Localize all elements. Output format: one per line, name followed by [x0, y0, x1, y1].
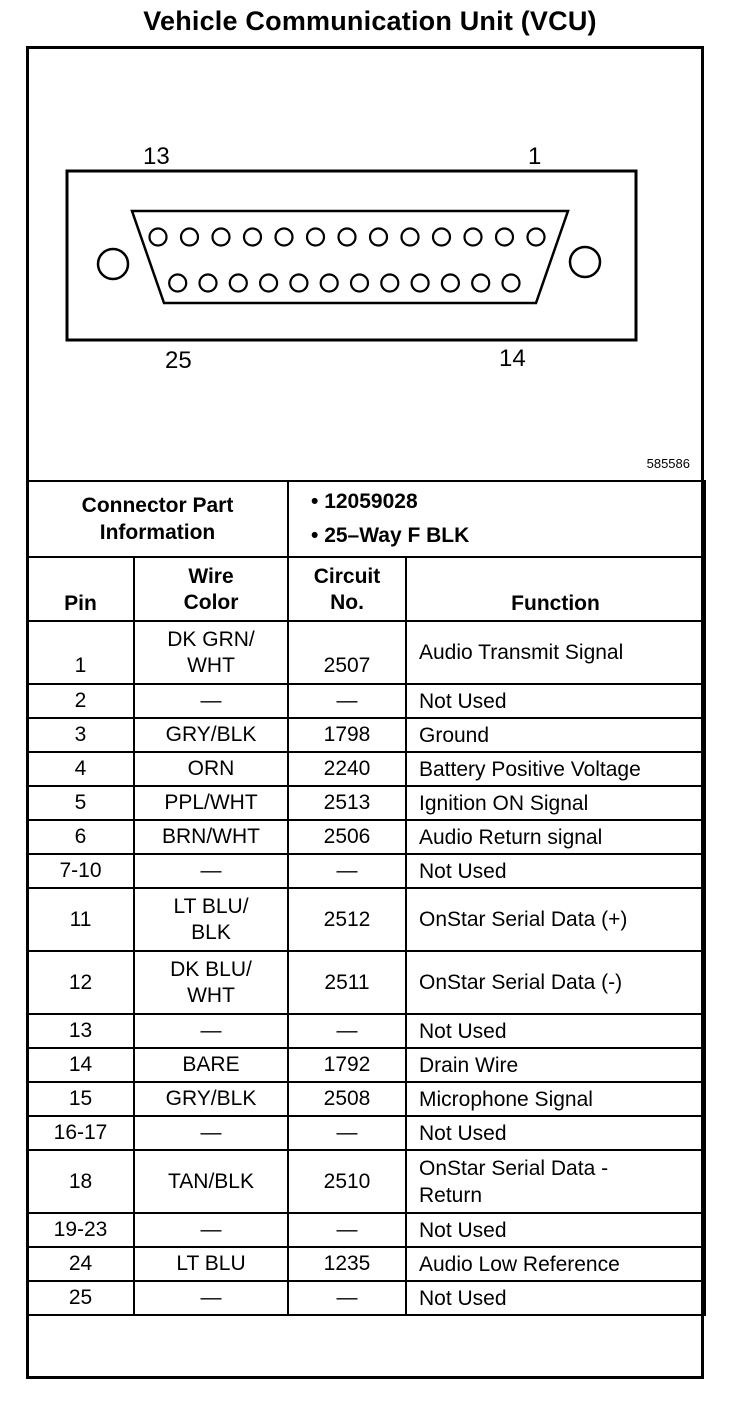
function-cell: Ignition ON Signal [406, 786, 705, 820]
wire-color-cell: LT BLU/ BLK [134, 888, 288, 951]
pin-row-bottom [169, 275, 519, 292]
wire-color-cell: — [134, 854, 288, 888]
connector-description: • 25–Way F BLK [331, 519, 704, 553]
table-row [27, 888, 705, 951]
function-cell: Microphone Signal [406, 1082, 705, 1116]
circuit-cell: 2508 [288, 1082, 406, 1116]
pin-cell: 3 [27, 718, 134, 752]
pin-socket-24 [200, 275, 217, 292]
pin-cell: 7-10 [27, 854, 134, 888]
function-cell: Audio Return signal [406, 820, 705, 854]
pin-label-25: 25 [165, 347, 192, 374]
pin-socket-1 [528, 229, 545, 246]
mounting-hole-left [98, 249, 128, 279]
pin-cell: 19-23 [27, 1213, 134, 1247]
circuit-cell: 2507 [288, 621, 406, 684]
circuit-cell: 2513 [288, 786, 406, 820]
function-cell: Drain Wire [406, 1048, 705, 1082]
wire-color-cell: BARE [134, 1048, 288, 1082]
wire-color-cell: LT BLU [134, 1247, 288, 1281]
pin-cell: 15 [27, 1082, 134, 1116]
mounting-hole-right [570, 247, 600, 277]
table-row [27, 621, 705, 684]
pin-socket-10 [244, 229, 261, 246]
wire-color-cell: — [134, 1213, 288, 1247]
circuit-cell: — [288, 684, 406, 718]
header-function: Function [406, 557, 705, 621]
table-row [27, 1150, 705, 1213]
wire-color-cell: — [134, 684, 288, 718]
pin-socket-4 [433, 229, 450, 246]
circuit-cell: 1792 [288, 1048, 406, 1082]
function-cell: Not Used [406, 1014, 705, 1048]
function-cell: OnStar Serial Data - Return [406, 1150, 705, 1213]
pin-socket-5 [402, 229, 419, 246]
pin-label-13: 13 [143, 143, 170, 170]
circuit-cell: — [288, 1014, 406, 1048]
circuit-cell: 2510 [288, 1150, 406, 1213]
pin-cell: 16-17 [27, 1116, 134, 1150]
wire-color-cell: — [134, 1281, 288, 1315]
table-row [27, 718, 705, 752]
table-row [27, 1247, 705, 1281]
function-cell: Not Used [406, 1281, 705, 1315]
connector-info-label: Connector Part Information [27, 481, 288, 557]
pin-socket-15 [472, 275, 489, 292]
pin-socket-6 [370, 229, 387, 246]
pin-socket-7 [339, 229, 356, 246]
circuit-cell: 1235 [288, 1247, 406, 1281]
pin-cell: 6 [27, 820, 134, 854]
table-row [27, 1116, 705, 1150]
pin-socket-3 [465, 229, 482, 246]
wire-color-cell: PPL/WHT [134, 786, 288, 820]
pin-socket-21 [290, 275, 307, 292]
circuit-cell: 2506 [288, 820, 406, 854]
pin-cell: 2 [27, 684, 134, 718]
pin-socket-25 [169, 275, 186, 292]
pin-cell: 14 [27, 1048, 134, 1082]
header-wire-color: Wire Color [134, 557, 288, 621]
table-row [27, 854, 705, 888]
table-row [27, 1213, 705, 1247]
connector-diagram [29, 49, 701, 481]
function-cell: OnStar Serial Data (+) [406, 888, 705, 951]
pin-socket-2 [496, 229, 513, 246]
pin-row-top [150, 229, 545, 246]
connector-housing [67, 171, 636, 340]
wire-color-cell: ORN [134, 752, 288, 786]
header-pin: Pin [27, 557, 134, 621]
pin-socket-18 [381, 275, 398, 292]
table-row [27, 1082, 705, 1116]
circuit-cell: — [288, 854, 406, 888]
function-cell: Ground [406, 718, 705, 752]
table-row [27, 786, 705, 820]
table-row [27, 1014, 705, 1048]
function-cell: Audio Transmit Signal [406, 621, 705, 684]
function-cell: Not Used [406, 684, 705, 718]
table-row [27, 684, 705, 718]
pin-cell: 11 [27, 888, 134, 951]
circuit-cell: 1798 [288, 718, 406, 752]
function-cell: OnStar Serial Data (-) [406, 951, 705, 1014]
table-row [27, 951, 705, 1014]
circuit-cell: 2240 [288, 752, 406, 786]
wire-color-cell: GRY/BLK [134, 1082, 288, 1116]
pinout-table [26, 480, 706, 1316]
wire-color-cell: TAN/BLK [134, 1150, 288, 1213]
pin-socket-16 [442, 275, 459, 292]
part-number: • 12059028 [331, 485, 704, 519]
table-row [27, 1048, 705, 1082]
wire-color-cell: DK GRN/ WHT [134, 621, 288, 684]
pin-cell: 25 [27, 1281, 134, 1315]
circuit-cell: — [288, 1213, 406, 1247]
pin-cell: 1 [27, 621, 134, 684]
pin-socket-12 [181, 229, 198, 246]
pin-socket-22 [260, 275, 277, 292]
pin-socket-19 [351, 275, 368, 292]
pin-socket-8 [307, 229, 324, 246]
header-circuit: Circuit No. [288, 557, 406, 621]
pin-socket-23 [230, 275, 247, 292]
wire-color-cell: — [134, 1014, 288, 1048]
pin-socket-20 [321, 275, 338, 292]
circuit-cell: 2511 [288, 951, 406, 1014]
wire-color-cell: — [134, 1116, 288, 1150]
connector-info-row [27, 481, 705, 557]
figure-id: 585586 [646, 456, 690, 471]
pin-cell: 4 [27, 752, 134, 786]
pin-cell: 12 [27, 951, 134, 1014]
pin-cell: 5 [27, 786, 134, 820]
pin-label-1: 1 [528, 143, 542, 170]
function-cell: Audio Low Reference [406, 1247, 705, 1281]
pin-cell: 18 [27, 1150, 134, 1213]
pin-socket-17 [412, 275, 429, 292]
table-row [27, 820, 705, 854]
circuit-cell: — [288, 1281, 406, 1315]
pin-socket-11 [213, 229, 230, 246]
circuit-cell: 2512 [288, 888, 406, 951]
pin-label-14: 14 [499, 345, 526, 372]
header-row [27, 557, 705, 621]
function-cell: Not Used [406, 1116, 705, 1150]
page-title: Vehicle Communication Unit (VCU) [143, 6, 597, 36]
wire-color-cell: GRY/BLK [134, 718, 288, 752]
pin-socket-14 [503, 275, 520, 292]
pin-socket-9 [276, 229, 293, 246]
wire-color-cell: DK BLU/ WHT [134, 951, 288, 1014]
table-row [27, 752, 705, 786]
function-cell: Not Used [406, 1213, 705, 1247]
connector-shell [132, 211, 568, 303]
connector-info-values [288, 481, 705, 557]
function-cell: Battery Positive Voltage [406, 752, 705, 786]
function-cell: Not Used [406, 854, 705, 888]
pin-socket-13 [150, 229, 167, 246]
circuit-cell: — [288, 1116, 406, 1150]
table-row [27, 1281, 705, 1315]
wire-color-cell: BRN/WHT [134, 820, 288, 854]
pin-cell: 13 [27, 1014, 134, 1048]
pin-cell: 24 [27, 1247, 134, 1281]
